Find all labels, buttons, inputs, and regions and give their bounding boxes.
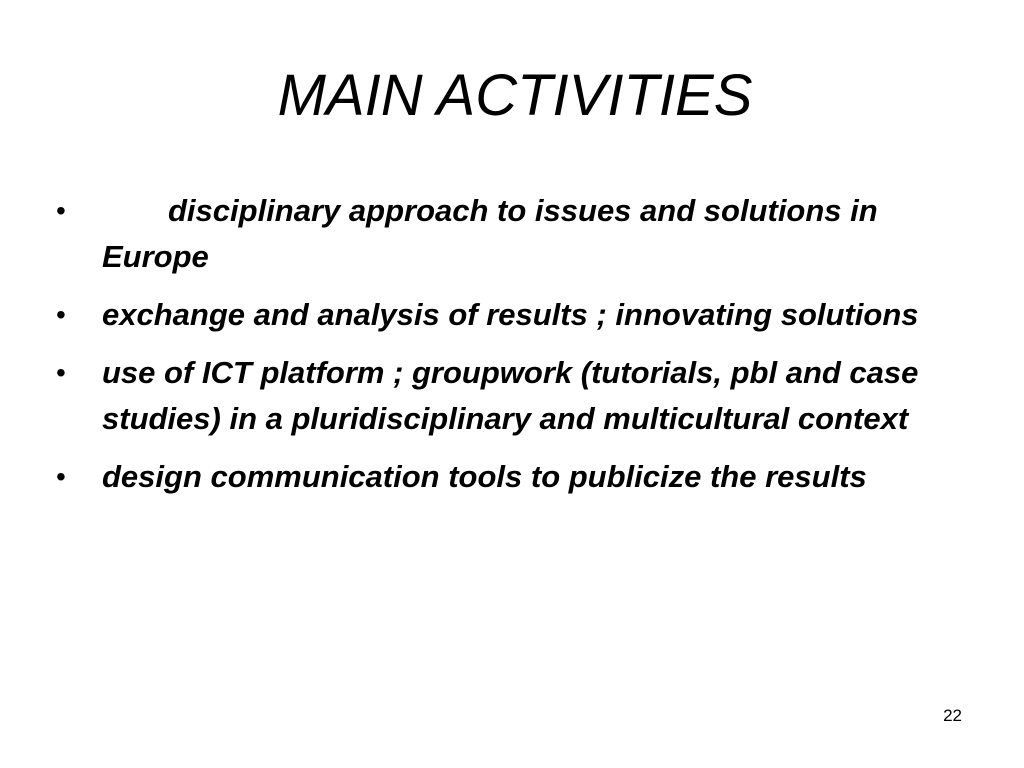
bullet-text: exchange and analysis of results ; innovating solutions bbox=[102, 297, 919, 332]
bullet-item bbox=[56, 454, 986, 500]
bullet-marker: • bbox=[56, 299, 66, 330]
bullet-item bbox=[56, 350, 986, 442]
bullet-list bbox=[56, 188, 986, 512]
bullet-text: disciplinary approach to issues and solutions in Europe bbox=[102, 193, 878, 274]
page-number: 22 bbox=[943, 706, 962, 725]
bullet-text: design communication tools to publicize the results bbox=[102, 459, 867, 494]
bullet-marker: • bbox=[56, 461, 66, 492]
slide-title: MAIN ACTIVITIES bbox=[277, 63, 753, 128]
bullet-item bbox=[56, 292, 986, 338]
bullet-item bbox=[56, 188, 986, 280]
bullet-text: use of ICT platform ; groupwork (tutorials, pbl and case studies) in a pluridisciplinary and multicultural context bbox=[102, 355, 919, 436]
bullet-marker: • bbox=[56, 195, 66, 226]
bullet-marker: • bbox=[56, 357, 66, 388]
